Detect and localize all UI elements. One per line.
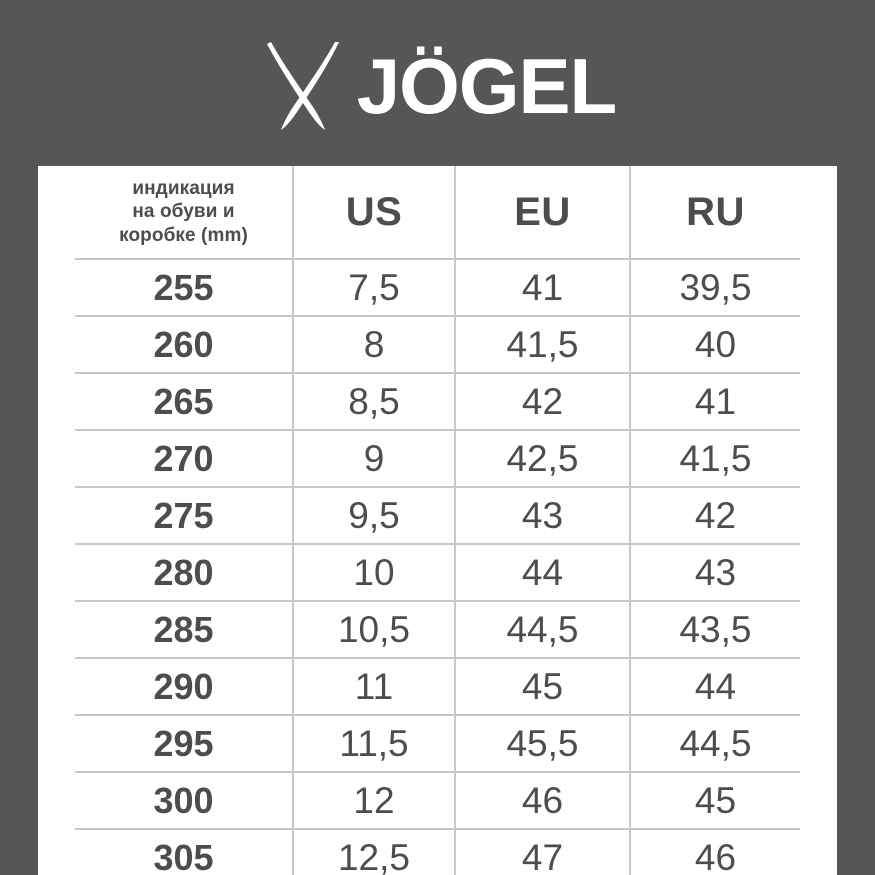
cell-eu: 44 [455,544,630,601]
column-header-mm-line3: коробке (mm) [119,224,248,246]
cell-ru: 41 [630,373,800,430]
column-header-mm-line2: на обуви и [132,201,235,223]
cell-eu: 46 [455,772,630,829]
cell-ru: 40 [630,316,800,373]
cell-ru: 44 [630,658,800,715]
table-header-row [75,166,800,259]
column-header-mm-line1: индикация [132,178,235,200]
cell-mm: 305 [75,829,293,875]
cell-eu: 45,5 [455,715,630,772]
cell-eu: 42,5 [455,430,630,487]
table-row [75,544,800,601]
cell-us: 12,5 [293,829,455,875]
jogel-logo-icon [259,38,351,134]
cell-us: 10,5 [293,601,455,658]
cell-mm: 285 [75,601,293,658]
cell-mm: 270 [75,430,293,487]
cell-us: 7,5 [293,259,455,316]
cell-us: 9 [293,430,455,487]
cell-us: 8 [293,316,455,373]
cell-us: 8,5 [293,373,455,430]
table-row [75,430,800,487]
table-header [75,166,800,259]
cell-eu: 43 [455,487,630,544]
table-row [75,658,800,715]
size-table-card [38,166,837,875]
cell-ru: 43,5 [630,601,800,658]
cell-mm: 295 [75,715,293,772]
table-row [75,715,800,772]
column-header-us: US [293,166,455,259]
table-row [75,601,800,658]
cell-eu: 47 [455,829,630,875]
cell-mm: 280 [75,544,293,601]
cell-us: 12 [293,772,455,829]
table-body [75,259,800,875]
cell-ru: 41,5 [630,430,800,487]
cell-eu: 44,5 [455,601,630,658]
cell-mm: 255 [75,259,293,316]
cell-ru: 39,5 [630,259,800,316]
table-row [75,316,800,373]
cell-us: 9,5 [293,487,455,544]
cell-mm: 290 [75,658,293,715]
cell-eu: 41 [455,259,630,316]
column-header-mm [75,166,293,259]
cell-ru: 43 [630,544,800,601]
brand-name: JÖGEL [356,42,617,130]
table-row [75,829,800,875]
table-row [75,772,800,829]
cell-eu: 41,5 [455,316,630,373]
cell-ru: 46 [630,829,800,875]
table-row [75,259,800,316]
cell-us: 10 [293,544,455,601]
cell-mm: 275 [75,487,293,544]
cell-us: 11,5 [293,715,455,772]
table-row [75,373,800,430]
cell-mm: 300 [75,772,293,829]
cell-eu: 45 [455,658,630,715]
cell-us: 11 [293,658,455,715]
cell-ru: 45 [630,772,800,829]
column-header-eu: EU [455,166,630,259]
cell-mm: 260 [75,316,293,373]
table-row [75,487,800,544]
cell-ru: 42 [630,487,800,544]
cell-mm: 265 [75,373,293,430]
column-header-ru: RU [630,166,800,259]
size-table [75,166,800,875]
cell-eu: 42 [455,373,630,430]
brand-header [0,26,875,146]
cell-ru: 44,5 [630,715,800,772]
